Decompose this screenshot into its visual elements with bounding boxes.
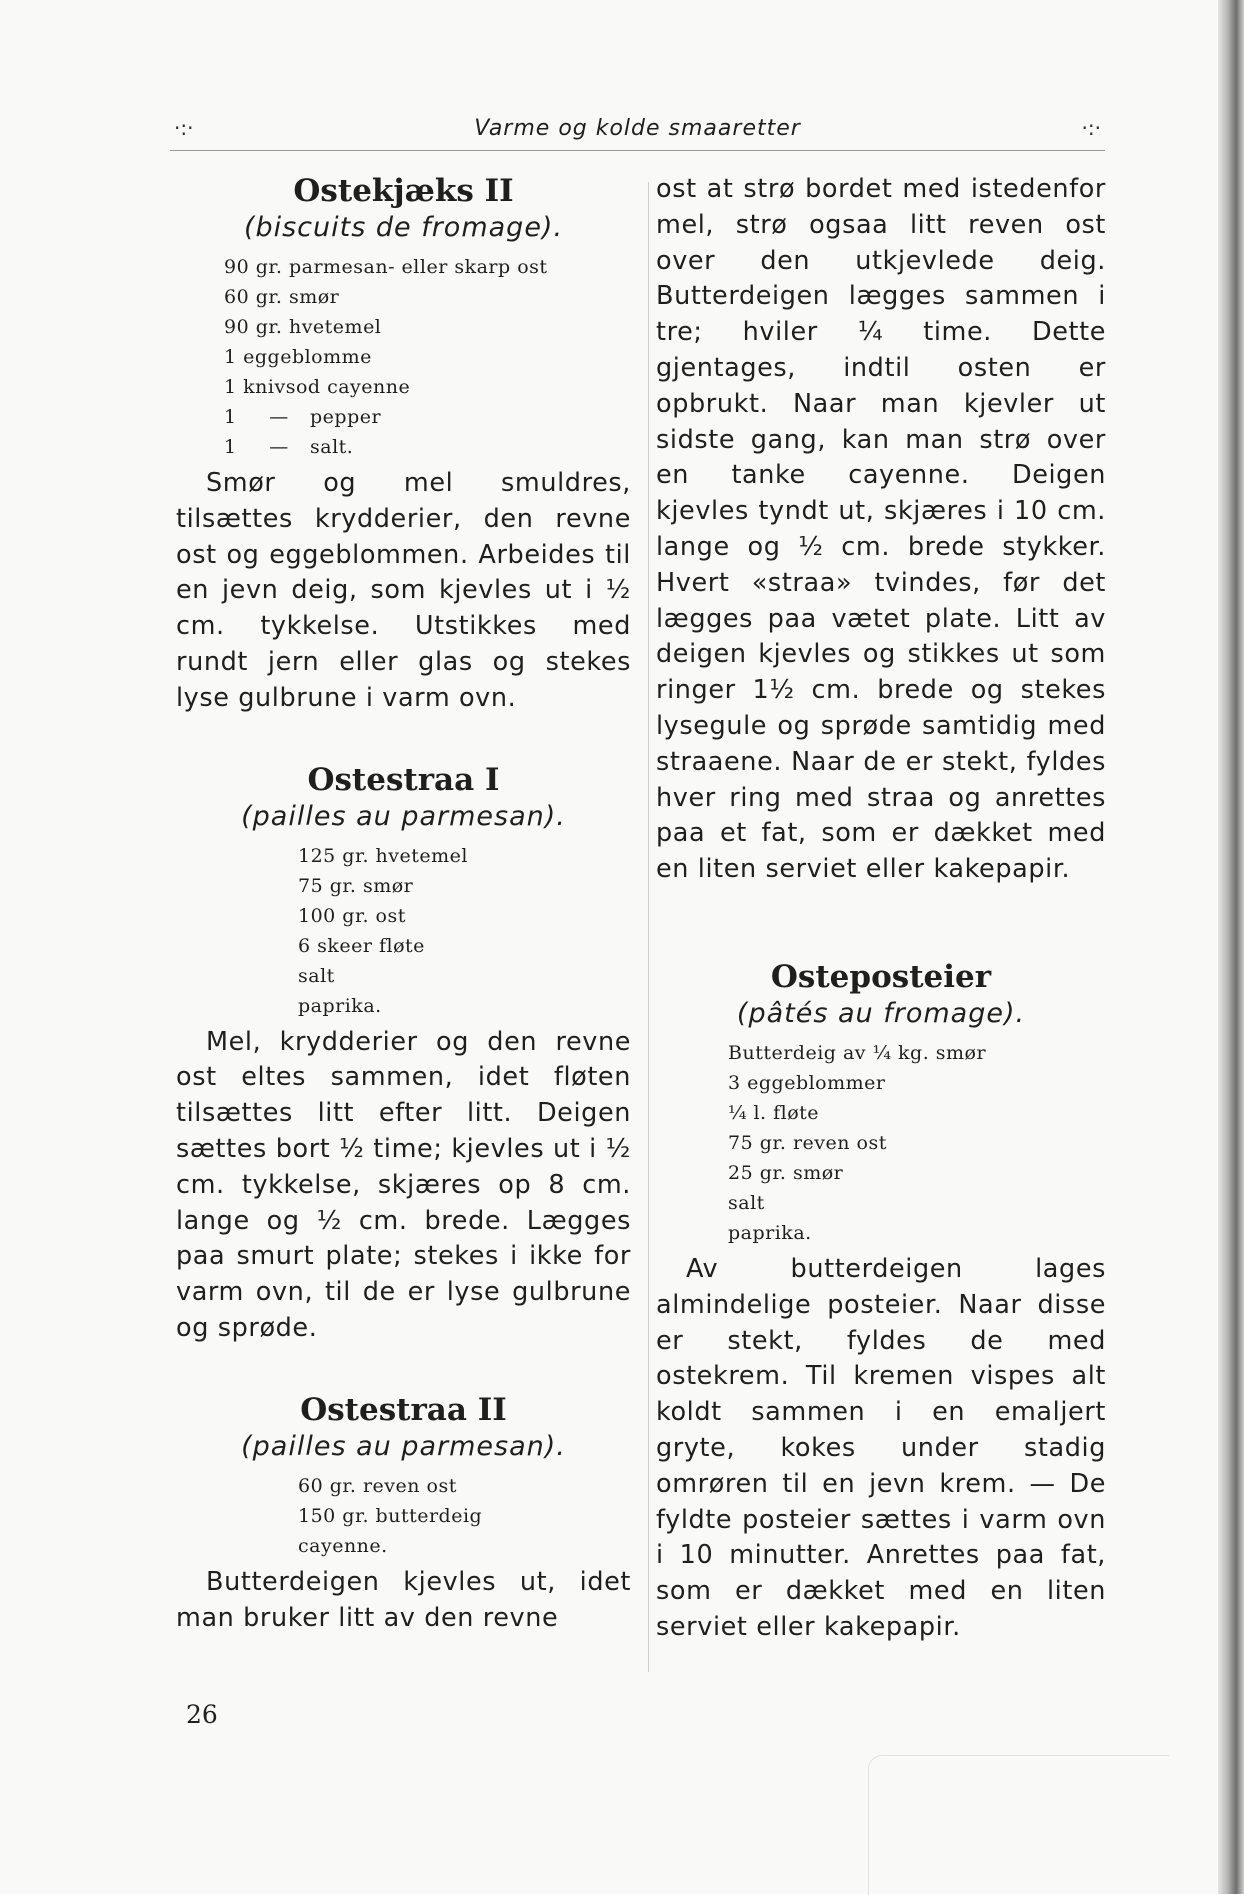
ingredient-item: paprika. — [728, 1221, 812, 1244]
ditto-dash: — — [269, 406, 289, 428]
recipe-instructions: Mel, krydderier og den revne ost eltes sammen, idet fløten tilsættes litt efter litt. Deigen sættes bort ½ time; kjevles ut i ½ cm. tykkelse, skjæres op 8 cm. lange og ½ cm. brede. Lægges paa smurt plate; stekes i ikke for varm ovn, til de er lyse gulbrune og sprøde. — [176, 1026, 631, 1343]
recipe-instructions: Av butterdeigen lages almindelige posteier. Naar disse er stekt, fyldes de med ostekrem. Til kremen vispes alt koldt sammen i en emaljert gryte, kokes under stadig omrøren til en jevn krem. — De fyldte posteier sættes i varm ovn i 10 minutter. Anrettes paa fat, som er dækket med en liten serviet eller kakepapir. — [656, 1253, 1106, 1642]
running-title: Varme og kolde smaaretter — [474, 116, 801, 141]
ingredient-item — [224, 402, 631, 432]
ingredient-qty: 1 — [224, 406, 237, 428]
ingredient-item: ¼ l. fløte — [728, 1101, 820, 1124]
recipe-title: Ostestraa II — [300, 1391, 507, 1428]
column-divider — [648, 182, 649, 1672]
recipe-subtitle: (pâtés au fromage). — [736, 997, 1026, 1029]
ingredient-name: pepper — [310, 406, 382, 428]
ingredient-list — [176, 1471, 631, 1561]
ingredient-item: 75 gr. reven ost — [728, 1131, 887, 1154]
recipe-osteposteier — [656, 958, 1106, 1646]
recipe-ostestraa-i — [176, 761, 631, 1347]
ingredient-item: salt — [298, 964, 335, 987]
recipe-instructions: Smør og mel smuldres, tilsættes krydderier, den revne ost og eggeblommen. Arbeides til en jevn deig, som kjevles ut i ½ cm. tykkelse. Utstikkes med rundt jern eller glas og stekes lyse gulbrune i varm ovn. — [176, 468, 631, 713]
ingredient-list — [176, 841, 631, 1021]
recipe-ostekjaeks-ii — [176, 172, 631, 717]
left-column — [176, 172, 631, 1636]
ingredient-item: 25 gr. smør — [728, 1161, 844, 1184]
recipe-title: Osteposteier — [770, 958, 992, 995]
recipe-subtitle: (pailles au parmesan). — [241, 1430, 566, 1462]
ingredient-item: 100 gr. ost — [298, 904, 406, 927]
ingredient-qty: 1 — [224, 436, 237, 458]
ingredient-item: 1 eggeblomme — [224, 346, 372, 368]
ingredient-item: cayenne. — [298, 1534, 388, 1557]
recipe-subtitle: (biscuits de fromage). — [243, 212, 564, 243]
ingredient-item: 125 gr. hvetemel — [298, 844, 468, 867]
page-corner-mark — [868, 1755, 1169, 1895]
ingredient-item: 6 skeer fløte — [298, 934, 425, 957]
ingredient-item: 60 gr. smør — [224, 286, 340, 308]
recipe-instructions: Butterdeigen kjevles ut, idet man bruker litt av den revne — [176, 1566, 631, 1633]
ingredient-item: 90 gr. hvetemel — [224, 316, 382, 338]
ingredient-item: 1 knivsod cayenne — [224, 376, 411, 398]
ingredient-item: paprika. — [298, 994, 382, 1017]
continued-instructions: ost at strø bordet med istedenfor mel, strø ogsaa litt reven ost over den utkjevlede deig. Butterdeigen lægges sammen i tre; hviler ¼ time. Dette gjentages, indtil osten er opbrukt. Naar man kjevler ut sidste gang, kan man strø over en tanke cayenne. Deigen kjevles tyndt ut, skjæres i 10 cm. lange og ½ cm. brede stykker. Hvert «straa» tvindes, før det lægges paa vætet plate. Litt av deigen kjevles og stikkes ut som ringer 1½ cm. brede og stekes lysegule og sprøde samtidig med straaene. Naar de er stekt, fyldes hver ring med straa og anrettes paa et fat, som er dækket med en liten serviet eller kakepapir. — [656, 174, 1106, 885]
recipe-ostestraa-ii — [176, 1391, 631, 1637]
ingredient-item: 60 gr. reven ost — [298, 1474, 457, 1497]
book-spine-edge — [1218, 0, 1244, 1894]
ingredient-name: salt. — [310, 436, 354, 458]
recipe-title: Ostestraa I — [307, 761, 500, 798]
ingredient-list — [656, 1038, 1106, 1248]
right-column — [656, 172, 1106, 1646]
ingredient-item: 75 gr. smør — [298, 874, 414, 897]
ingredient-item: 90 gr. parmesan- eller skarp ost — [224, 256, 548, 278]
ditto-dash: — — [269, 436, 289, 458]
ornament-right: ·:· — [1081, 116, 1101, 140]
page-number: 26 — [186, 1700, 218, 1729]
ornament-left: ·:· — [174, 116, 194, 140]
ingredient-item: 3 eggeblommer — [728, 1071, 886, 1094]
ingredient-item: Butterdeig av ¼ kg. smør — [728, 1041, 987, 1064]
running-header — [170, 110, 1105, 151]
recipe-title: Ostekjæks II — [293, 173, 514, 209]
ingredient-item: salt — [728, 1191, 765, 1214]
ingredient-item: 150 gr. butterdeig — [298, 1504, 483, 1527]
recipe-subtitle: (pailles au parmesan). — [241, 800, 566, 832]
ingredient-item — [224, 432, 631, 462]
ingredient-list — [176, 252, 631, 462]
